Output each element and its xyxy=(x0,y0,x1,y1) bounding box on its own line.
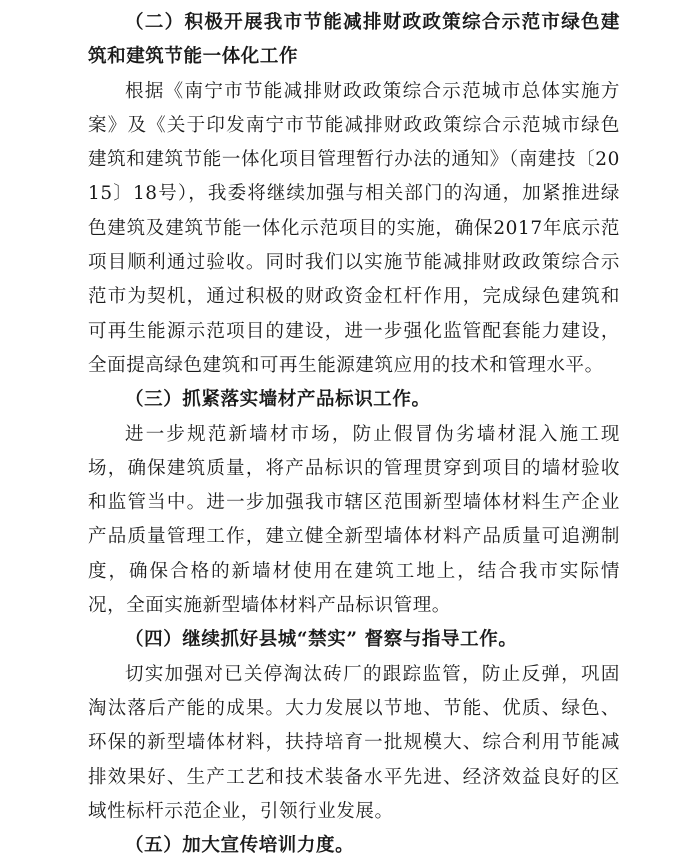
section-heading-3: （三）抓紧落实墙材产品标识工作。 xyxy=(125,389,431,411)
section-heading-2: （二）积极开展我市节能减排财政政策综合示范市绿色建筑和建筑节能一体化工作 xyxy=(88,12,620,68)
body-paragraph: 切实加强对已关停淘汰砖厂的跟踪监管，防止反弹，巩固淘汰落后产能的成果。大力发展以节地、节能、优质、绿色、环保的新型墙体材料，扶持培育一批规模大、综合利用节能减排效果好、生产工艺和技术装备水平先进、经济效益良好的区域性标杆示范企业，引领行业发展。 xyxy=(88,663,620,822)
body-paragraph: 根据《南宁市节能减排财政政策综合示范城市总体实施方案》及《关于印发南宁市节能减排财政政策综合示范城市绿色建筑和建筑节能一体化项目管理暂行办法的通知》（南建技〔2015〕18号），我委将继续加强与相关部门的沟通，加紧推进绿色建筑及建筑节能一体化示范项目的实施，确保2017年底示范项目顺利通过验收。同时我们以实施节能减排财政政策综合示范市为契机，通过积极的财政资金杠杆作用，完成绿色建筑和可再生能源示范项目的建设，进一步强化监管配套能力建设，全面提高绿色建筑和可再生能源建筑应用的技术和管理水平。 xyxy=(88,80,620,376)
section-heading-4: （四）继续抓好县城“禁实” 督察与指导工作。 xyxy=(125,629,518,651)
body-paragraph: 进一步规范新墙材市场，防止假冒伪劣墙材混入施工现场，确保建筑质量，将产品标识的管理贯穿到项目的墙材验收和监管当中。进一步加强我市辖区范围新型墙体材料生产企业产品质量管理工作，建立健全新型墙体材料产品质量可追溯制度，确保合格的新墙材使用在建筑工地上，结合我市实际情况，全面实施新型墙体材料产品标识管理。 xyxy=(88,423,620,617)
section-heading-5: （五）加大宣传培训力度。 xyxy=(125,835,355,857)
